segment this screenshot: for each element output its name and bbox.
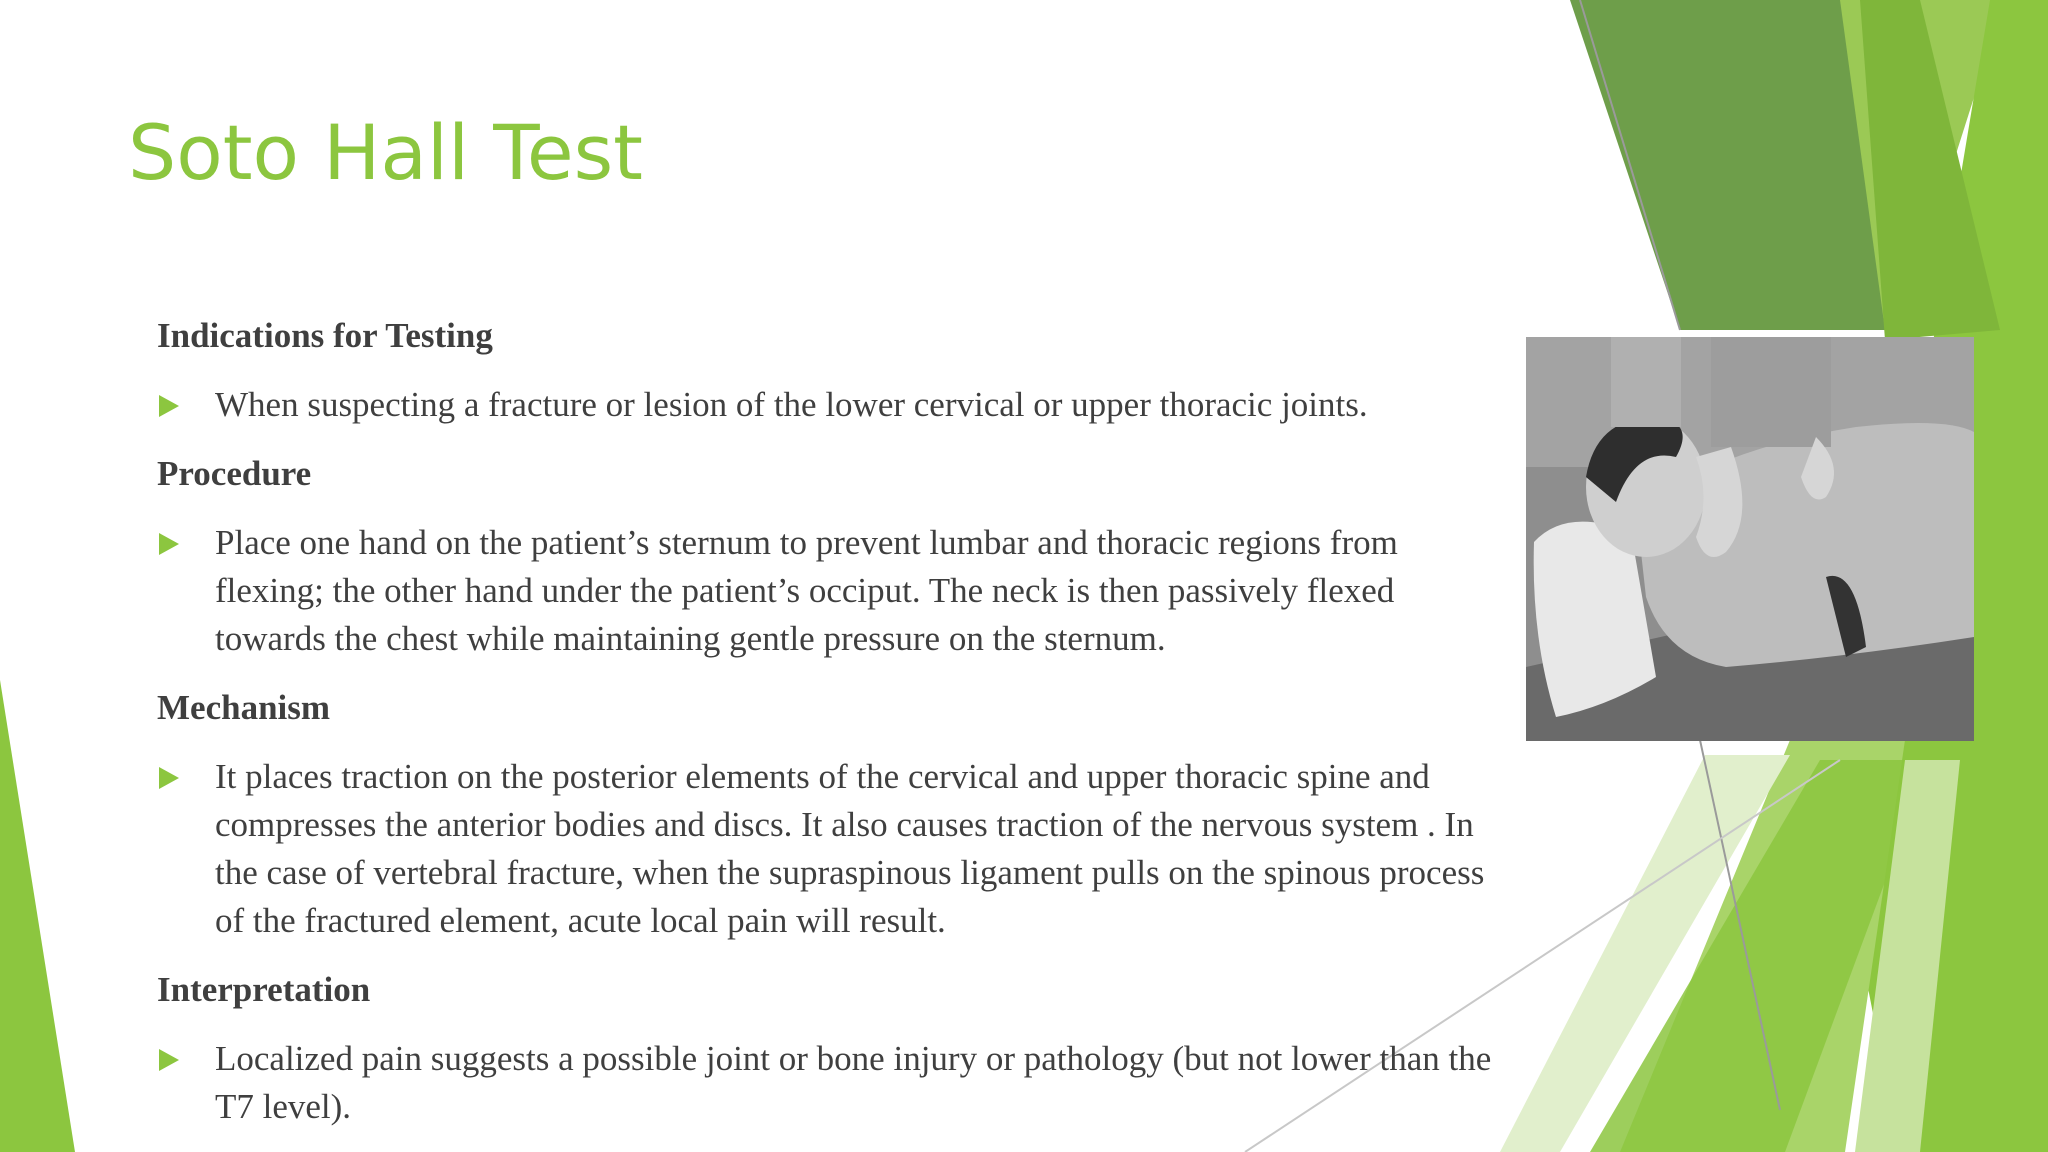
triangle-right-icon [159,767,179,789]
section-heading-indications: Indications for Testing [157,316,493,355]
patient-exam-photo [1526,337,1974,741]
section-heading-procedure: Procedure [157,454,312,493]
bullet-text: When suspecting a fracture or lesion of the lower cervical or upper thoracic joints. [215,385,1368,424]
bullet-text: It places traction on the posterior elements of the cervical and upper thoracic spine and compresses the anterior bodies and discs. It also causes traction of the nervous system . In the case of vertebral fracture, when the supraspinous ligament pulls on the spinous process of the fractured element, acute local pain will result. [215,757,1485,940]
bullet-item [157,519,1497,663]
bullet-item [157,381,1497,429]
slide-title: Soto Hall Test [128,108,643,197]
bullet-text: Place one hand on the patient’s sternum to prevent lumbar and thoracic regions from flexing; the other hand under the patient’s occiput. The neck is then passively flexed towards the chest while maintaining gentle pressure on the sternum. [215,523,1398,658]
slide-content [157,312,1497,1152]
bullet-item [157,753,1497,945]
section-heading-interpretation: Interpretation [157,970,371,1009]
bullet-item [157,1035,1497,1131]
triangle-right-icon [159,533,179,555]
triangle-right-icon [159,1049,179,1071]
bullet-text: Localized pain suggests a possible joint or bone injury or pathology (but not lower than the T7 level). [215,1039,1492,1126]
section-heading-mechanism: Mechanism [157,688,331,727]
triangle-right-icon [159,395,179,417]
